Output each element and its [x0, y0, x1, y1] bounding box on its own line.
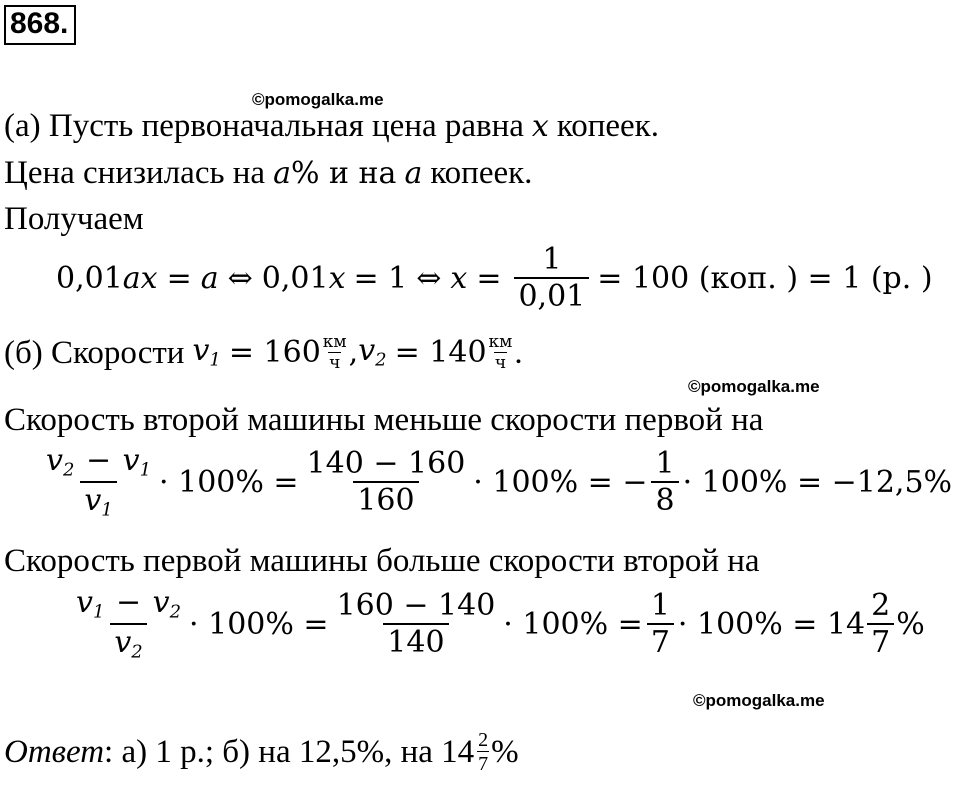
fraction	[514, 242, 589, 314]
part-a-line-1	[4, 110, 659, 143]
unit-numerator: км	[322, 332, 347, 352]
part-b-line-second-less: Скорость второй машины меньше скорости первой на	[4, 402, 764, 438]
fraction	[42, 443, 155, 521]
numerator: 140 − 160	[306, 446, 466, 482]
mixed-fraction	[477, 730, 489, 774]
text: копеек.	[430, 155, 533, 191]
numerator: 160 − 140	[336, 588, 496, 624]
eq-operator: ⇔	[416, 260, 442, 296]
denominator: 7	[478, 753, 489, 775]
calculation-1	[38, 443, 953, 521]
separator: ,	[348, 335, 359, 370]
eq-term: · 100% = −	[473, 464, 648, 500]
unit-denominator: ч	[494, 353, 507, 373]
eq-term: x	[450, 260, 468, 296]
denominator: $v_2$	[110, 623, 146, 661]
velocity-value: = 140	[394, 335, 487, 370]
eq-term: 0,01	[56, 260, 123, 296]
part-b-intro	[4, 334, 523, 372]
percent-sign: %	[491, 733, 519, 770]
text: Цена снизилась на	[4, 155, 266, 191]
velocity-value: = 160	[228, 335, 321, 370]
eq-term: · 100% =	[503, 606, 643, 642]
denominator: 7	[647, 623, 674, 658]
eq-term: ax	[122, 260, 158, 296]
unit-numerator: км	[488, 332, 513, 352]
numerator: $v_2 - v_1$	[46, 443, 152, 481]
variable-x: x	[531, 108, 549, 144]
numerator: 1	[542, 242, 562, 277]
eq-term: = 1	[353, 260, 408, 296]
unit-fraction	[488, 334, 514, 372]
calculation-2	[68, 585, 925, 663]
eq-term: · 100% = 14	[677, 606, 866, 642]
velocity-symbol: $v_2$	[358, 333, 387, 371]
numerator: 2	[871, 588, 891, 624]
answer-label: Ответ	[4, 733, 105, 770]
part-a-line-2	[4, 157, 532, 190]
fraction	[72, 585, 185, 663]
denominator: 160	[353, 481, 418, 516]
text: (б) Скорости	[4, 334, 185, 371]
numerator: 1	[655, 446, 675, 482]
text: % и на	[290, 155, 397, 191]
denominator: 0,01	[514, 277, 589, 312]
numerator: 1	[650, 588, 670, 624]
eq-term: x	[328, 260, 346, 296]
mixed-fraction	[867, 588, 894, 661]
numerator: $v_1 - v_2$	[76, 585, 182, 623]
variable-a: a	[273, 155, 291, 191]
eq-result: = 100 (коп. ) = 1 (р. )	[597, 260, 933, 296]
fraction	[333, 588, 500, 661]
part-a-line-3: Получаем	[4, 201, 144, 237]
part-b-line-first-more: Скорость первой машины больше скорости второй на	[4, 543, 760, 579]
percent-sign: %	[896, 606, 925, 642]
denominator: $v_1$	[80, 481, 116, 519]
watermark: ©pomogalka.me	[252, 90, 384, 109]
eq-term: · 100% =	[189, 606, 329, 642]
watermark: ©pomogalka.me	[693, 691, 825, 710]
period: .	[514, 334, 523, 371]
problem-number: 868.	[4, 5, 76, 45]
fraction	[647, 588, 674, 661]
variable-a: a	[404, 155, 423, 191]
velocity-symbol: $v_1$	[192, 333, 221, 371]
eq-term: · 100% =	[159, 464, 299, 500]
text: (а) Пусть первоначальная цена равна	[4, 108, 524, 144]
denominator: 8	[651, 481, 678, 516]
answer-line	[4, 730, 519, 774]
fraction	[651, 446, 678, 519]
numerator: 2	[478, 729, 489, 751]
eq-operator: ⇔	[227, 260, 253, 296]
fraction	[303, 446, 470, 519]
answer-text: : а) 1 р.; б) на 12,5%, на 14	[104, 733, 475, 770]
part-a-equation	[56, 242, 933, 314]
eq-result: · 100% = −12,5%	[682, 464, 953, 500]
eq-operator: =	[166, 260, 192, 296]
unit-denominator: ч	[329, 353, 341, 373]
eq-term: a	[200, 260, 219, 296]
denominator: 7	[867, 623, 894, 658]
eq-operator: =	[476, 260, 502, 296]
unit-fraction	[322, 334, 348, 372]
denominator: 140	[383, 623, 448, 658]
text: копеек.	[556, 108, 659, 144]
eq-term: 0,01	[261, 260, 329, 296]
watermark: ©pomogalka.me	[688, 377, 820, 396]
